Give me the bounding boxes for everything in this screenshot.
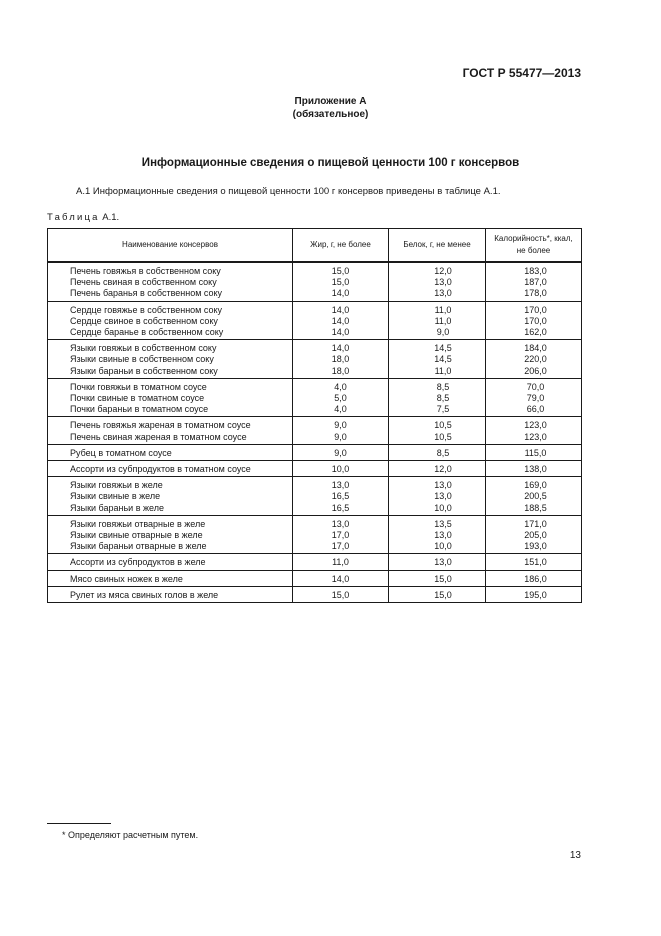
calories-value: 220,0 bbox=[524, 354, 547, 365]
table-row bbox=[48, 477, 582, 516]
product-name: Языки говяжьи в собственном соку bbox=[70, 343, 217, 354]
protein-value: 13,5 bbox=[434, 518, 452, 529]
appendix-title: Приложение А bbox=[294, 96, 367, 107]
calories-value: 170,0 bbox=[524, 304, 547, 315]
fat-value: 14,0 bbox=[331, 288, 350, 299]
header-product-name: Наименование консервов bbox=[48, 229, 293, 263]
fat-value: 14,0 bbox=[331, 327, 350, 338]
fat-value: 14,0 bbox=[331, 304, 350, 315]
calories-value: 187,0 bbox=[524, 277, 547, 288]
product-name: Языки говяжьи отварные в желе bbox=[70, 518, 206, 529]
product-name-cell bbox=[48, 461, 293, 477]
footnote: * Определяют расчетным путем. bbox=[62, 830, 199, 840]
calories-value: 66,0 bbox=[526, 404, 545, 415]
product-name-cell bbox=[48, 340, 293, 379]
protein-value-cell bbox=[389, 586, 486, 602]
fat-value: 14,0 bbox=[331, 573, 350, 584]
product-name-cell bbox=[48, 301, 293, 340]
fat-value: 15,0 bbox=[331, 266, 350, 276]
protein-value: 14,5 bbox=[434, 343, 452, 354]
calories-value-cell bbox=[486, 515, 582, 554]
calories-value: 70,0 bbox=[526, 381, 545, 392]
calories-value: 123,0 bbox=[524, 431, 547, 442]
product-name: Языки бараньи в собственном соку bbox=[70, 365, 218, 376]
fat-value-cell bbox=[293, 477, 389, 516]
fat-value: 14,0 bbox=[331, 315, 350, 326]
calories-value: 79,0 bbox=[526, 393, 545, 404]
product-name: Рубец в томатном соусе bbox=[70, 447, 172, 458]
calories-value-cell bbox=[486, 570, 582, 586]
table-row bbox=[48, 554, 582, 570]
appendix-status: (обязательное) bbox=[292, 109, 369, 120]
fat-value: 16,5 bbox=[331, 502, 350, 513]
footnote-divider bbox=[47, 823, 111, 824]
table-row bbox=[48, 444, 582, 460]
fat-value-cell bbox=[293, 262, 389, 301]
product-name: Почки бараньи в томатном соусе bbox=[70, 404, 209, 415]
fat-value: 13,0 bbox=[331, 518, 350, 529]
protein-value: 7,5 bbox=[436, 404, 450, 415]
intro-paragraph: А.1 Информационные сведения о пищевой ценности 100 г консервов приведены в таблице А.1. bbox=[76, 186, 501, 197]
calories-value: 170,0 bbox=[524, 315, 547, 326]
calories-value: 138,0 bbox=[524, 464, 547, 475]
product-name-cell bbox=[48, 554, 293, 570]
product-name: Сердце говяжье в собственном соку bbox=[70, 304, 223, 315]
protein-value: 9,0 bbox=[436, 327, 450, 338]
calories-value: 195,0 bbox=[524, 589, 547, 600]
fat-value: 15,0 bbox=[331, 277, 350, 288]
product-name-cell bbox=[48, 262, 293, 301]
fat-value: 18,0 bbox=[331, 354, 350, 365]
fat-value-cell bbox=[293, 340, 389, 379]
fat-value: 14,0 bbox=[331, 343, 350, 354]
product-name: Языки свиные отварные в желе bbox=[70, 530, 203, 541]
fat-value: 15,0 bbox=[331, 589, 350, 600]
table-row bbox=[48, 461, 582, 477]
product-name-cell bbox=[48, 444, 293, 460]
calories-value: 115,0 bbox=[524, 447, 547, 458]
protein-value-cell bbox=[389, 417, 486, 444]
fat-value: 9,0 bbox=[334, 447, 347, 458]
fat-value: 17,0 bbox=[331, 530, 350, 541]
protein-value: 12,0 bbox=[434, 266, 452, 276]
calories-value-cell bbox=[486, 378, 582, 417]
fat-value: 10,0 bbox=[331, 464, 350, 475]
calories-value: 171,0 bbox=[524, 518, 547, 529]
product-name: Сердце баранье в собственном соку bbox=[70, 327, 224, 338]
protein-value: 13,0 bbox=[434, 491, 452, 502]
table-row bbox=[48, 586, 582, 602]
table-row bbox=[48, 301, 582, 340]
protein-value: 8,5 bbox=[436, 447, 450, 458]
protein-value: 13,0 bbox=[434, 277, 452, 288]
protein-value-cell bbox=[389, 378, 486, 417]
protein-value: 11,0 bbox=[434, 304, 452, 315]
fat-value: 9,0 bbox=[334, 431, 347, 442]
product-name: Языки свиные в желе bbox=[70, 491, 161, 502]
fat-value-cell bbox=[293, 554, 389, 570]
table-label bbox=[47, 212, 119, 223]
calories-value: 193,0 bbox=[524, 541, 547, 552]
fat-value: 13,0 bbox=[331, 480, 350, 491]
section-title: Информационные сведения о пищевой ценности 100 г консервов bbox=[141, 157, 520, 169]
product-name: Почки свиные в томатном соусе bbox=[70, 393, 205, 404]
protein-value: 10,5 bbox=[434, 420, 452, 431]
standard-number: ГОСТ Р 55477—2013 bbox=[462, 66, 581, 80]
product-name-cell bbox=[48, 586, 293, 602]
calories-value: 188,5 bbox=[524, 502, 547, 513]
protein-value: 10,0 bbox=[434, 541, 452, 552]
protein-value: 14,5 bbox=[434, 354, 452, 365]
product-name-cell bbox=[48, 417, 293, 444]
product-name: Почки говяжьи в томатном соусе bbox=[70, 381, 207, 392]
product-name-cell bbox=[48, 477, 293, 516]
fat-value-cell bbox=[293, 570, 389, 586]
fat-value: 5,0 bbox=[334, 393, 347, 404]
table-row bbox=[48, 570, 582, 586]
protein-value: 8,5 bbox=[436, 381, 450, 392]
product-name: Печень баранья в собственном соку bbox=[70, 288, 223, 299]
table-row bbox=[48, 515, 582, 554]
fat-value: 18,0 bbox=[331, 365, 350, 376]
header-calories-line1: Калорийность*, ккал, bbox=[494, 234, 573, 243]
product-name: Ассорти из субпродуктов в томатном соусе bbox=[70, 464, 251, 475]
calories-value: 200,5 bbox=[524, 491, 547, 502]
calories-value: 169,0 bbox=[524, 480, 547, 491]
fat-value: 9,0 bbox=[334, 420, 347, 431]
calories-value-cell bbox=[486, 262, 582, 301]
calories-value: 162,0 bbox=[524, 327, 547, 338]
calories-value: 123,0 bbox=[524, 420, 547, 431]
protein-value: 10,5 bbox=[434, 431, 452, 442]
product-name-cell bbox=[48, 378, 293, 417]
calories-value: 183,0 bbox=[524, 266, 547, 276]
table-row bbox=[48, 262, 582, 301]
product-name: Печень свиная жареная в томатном соусе bbox=[70, 431, 247, 442]
header-calories-line2: не более bbox=[516, 246, 551, 255]
fat-value: 17,0 bbox=[331, 541, 350, 552]
product-name-cell bbox=[48, 570, 293, 586]
table-label-number: А.1. bbox=[99, 212, 120, 223]
table-header-row bbox=[48, 229, 582, 263]
calories-value: 206,0 bbox=[524, 365, 547, 376]
fat-value-cell bbox=[293, 444, 389, 460]
product-name: Ассорти из субпродуктов в желе bbox=[70, 557, 206, 568]
protein-value-cell bbox=[389, 461, 486, 477]
header-calories bbox=[486, 229, 582, 263]
product-name: Языки говяжьи в желе bbox=[70, 480, 163, 491]
header-fat: Жир, г, не более bbox=[293, 229, 389, 263]
calories-value-cell bbox=[486, 586, 582, 602]
product-name: Языки свиные в собственном соку bbox=[70, 354, 214, 365]
table-body bbox=[48, 262, 582, 603]
protein-value: 13,0 bbox=[434, 530, 452, 541]
protein-value-cell bbox=[389, 301, 486, 340]
table-label-word: Таблица bbox=[47, 212, 100, 223]
protein-value-cell bbox=[389, 444, 486, 460]
protein-value-cell bbox=[389, 477, 486, 516]
fat-value-cell bbox=[293, 586, 389, 602]
nutrition-table bbox=[47, 228, 582, 603]
protein-value: 11,0 bbox=[434, 365, 452, 376]
calories-value-cell bbox=[486, 444, 582, 460]
protein-value-cell bbox=[389, 554, 486, 570]
protein-value: 13,0 bbox=[434, 480, 452, 491]
table-row bbox=[48, 378, 582, 417]
appendix-heading bbox=[0, 95, 661, 121]
calories-value-cell bbox=[486, 340, 582, 379]
fat-value: 11,0 bbox=[332, 557, 349, 568]
page-number: 13 bbox=[569, 850, 581, 861]
protein-value-cell bbox=[389, 340, 486, 379]
table-row bbox=[48, 417, 582, 444]
calories-value-cell bbox=[486, 301, 582, 340]
fat-value-cell bbox=[293, 417, 389, 444]
calories-value: 178,0 bbox=[524, 288, 547, 299]
product-name: Печень говяжья жареная в томатном соусе bbox=[70, 420, 251, 431]
fat-value: 4,0 bbox=[334, 404, 347, 415]
product-name: Рулет из мяса свиных голов в желе bbox=[70, 589, 219, 600]
product-name: Языки бараньи отварные в желе bbox=[70, 541, 207, 552]
fat-value: 4,0 bbox=[334, 381, 347, 392]
calories-value-cell bbox=[486, 477, 582, 516]
calories-value-cell bbox=[486, 461, 582, 477]
protein-value: 12,0 bbox=[434, 464, 452, 475]
product-name: Мясо свиных ножек в желе bbox=[70, 573, 183, 584]
fat-value-cell bbox=[293, 378, 389, 417]
protein-value: 11,0 bbox=[434, 315, 452, 326]
protein-value: 10,0 bbox=[434, 502, 452, 513]
calories-value: 186,0 bbox=[524, 573, 547, 584]
protein-value: 13,0 bbox=[434, 557, 452, 568]
table-row bbox=[48, 340, 582, 379]
product-name: Печень говяжья в собственном соку bbox=[70, 266, 221, 276]
calories-value: 151,0 bbox=[524, 557, 547, 568]
calories-value-cell bbox=[486, 417, 582, 444]
calories-value: 184,0 bbox=[524, 343, 547, 354]
protein-value-cell bbox=[389, 570, 486, 586]
protein-value: 13,0 bbox=[434, 288, 452, 299]
product-name: Печень свиная в собственном соку bbox=[70, 277, 217, 288]
protein-value: 8,5 bbox=[436, 393, 450, 404]
protein-value-cell bbox=[389, 262, 486, 301]
protein-value: 15,0 bbox=[434, 589, 452, 600]
calories-value: 205,0 bbox=[524, 530, 547, 541]
fat-value-cell bbox=[293, 461, 389, 477]
product-name: Сердце свиное в собственном соку bbox=[70, 315, 218, 326]
fat-value: 16,5 bbox=[331, 491, 350, 502]
header-protein: Белок, г, не менее bbox=[389, 229, 486, 263]
product-name: Языки бараньи в желе bbox=[70, 502, 164, 513]
product-name-cell bbox=[48, 515, 293, 554]
protein-value: 15,0 bbox=[434, 573, 452, 584]
calories-value-cell bbox=[486, 554, 582, 570]
fat-value-cell bbox=[293, 515, 389, 554]
protein-value-cell bbox=[389, 515, 486, 554]
fat-value-cell bbox=[293, 301, 389, 340]
